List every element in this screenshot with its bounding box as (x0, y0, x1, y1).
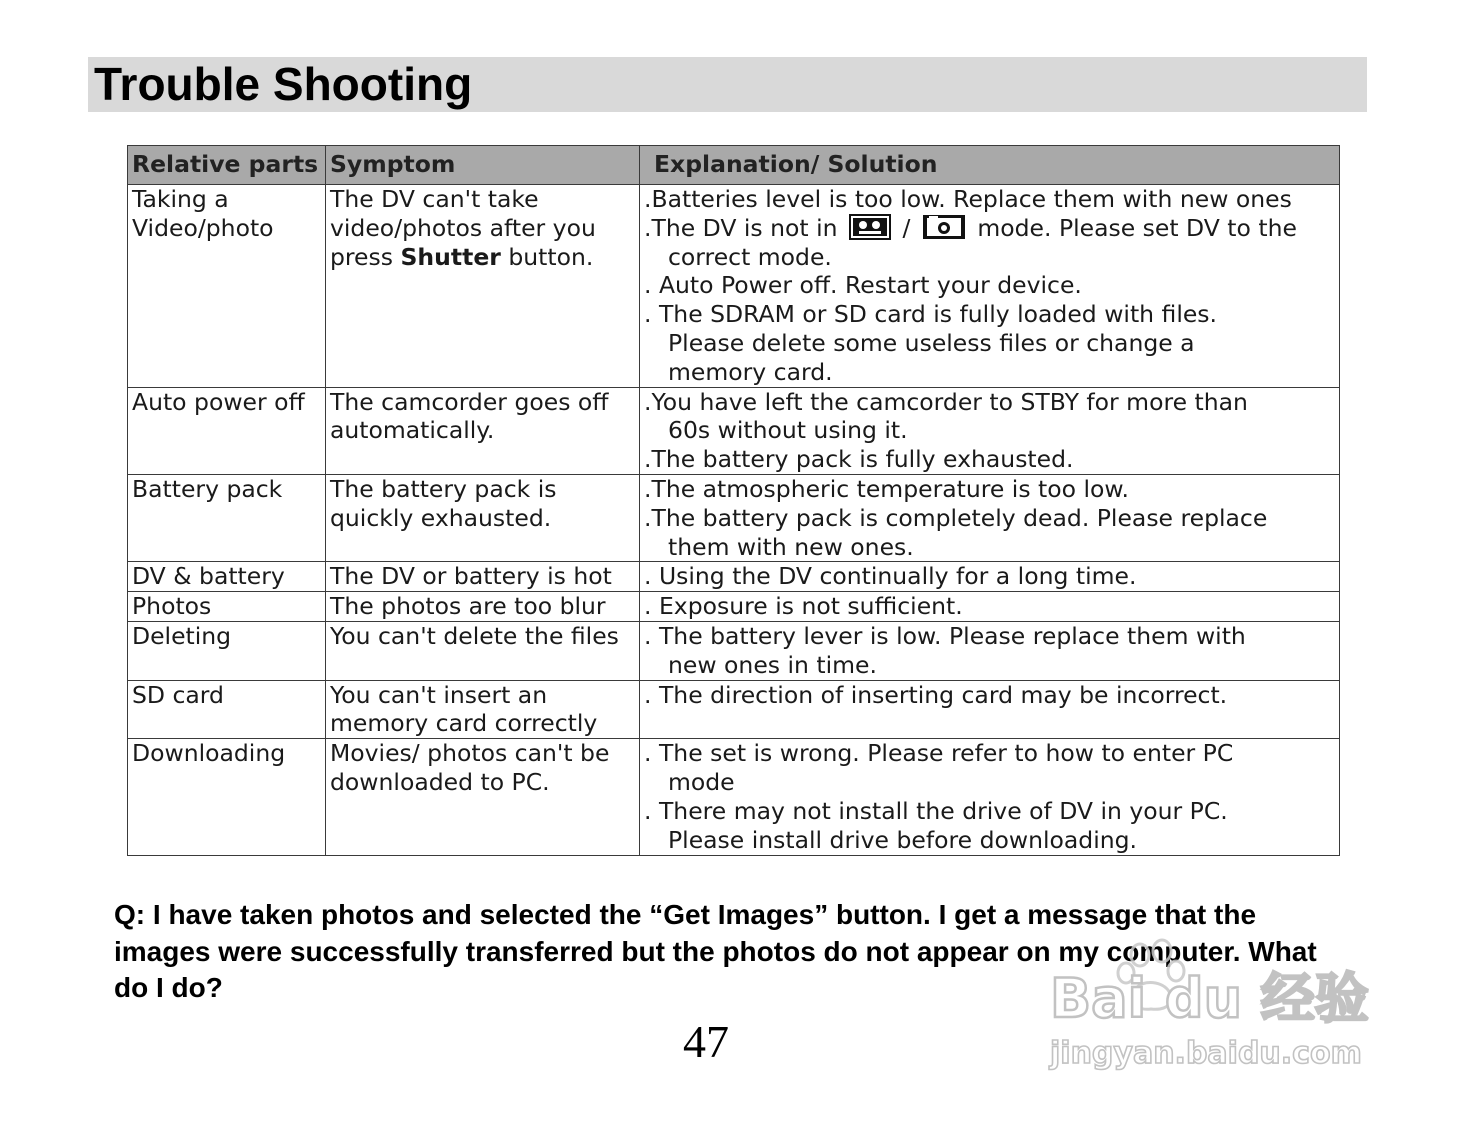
table-row (128, 739, 1340, 856)
part-cell: Photos (128, 592, 326, 622)
troubleshooting-table (127, 145, 1340, 856)
table-row (128, 592, 1340, 622)
solution-cell: .Batteries level is too low. Replace them with new ones .The DV is not in / mode. Please set DV to the correct mode. . Auto Power off. Restart your device. . The SDRAM or SD card is fully loaded with files. Please delete some useless files or change a memory card. (640, 185, 1340, 388)
page-number: 47 (683, 1016, 729, 1067)
table-row (128, 562, 1340, 592)
page-heading: Trouble Shooting (94, 58, 473, 110)
heading-bar (88, 57, 1367, 112)
symptom-cell: The camcorder goes off automatically. (326, 387, 640, 474)
table-row (128, 474, 1340, 561)
symptom-cell: Movies/ photos can't be downloaded to PC. (326, 739, 640, 856)
part-cell: Downloading (128, 739, 326, 856)
part-cell: Battery pack (128, 474, 326, 561)
solution-cell: . The battery lever is low. Please replace them with new ones in time. (640, 621, 1340, 680)
symptom-cell: You can't delete the files (326, 621, 640, 680)
solution-cell: . Using the DV continually for a long time. (640, 562, 1340, 592)
symptom-cell: The DV can't take video/photos after you press Shutter button. (326, 185, 640, 388)
table-row (128, 680, 1340, 739)
column-header-parts: Relative parts (128, 146, 326, 185)
symptom-cell: The battery pack is quickly exhausted. (326, 474, 640, 561)
part-cell: Deleting (128, 621, 326, 680)
svg-text:Bai du 经验: Bai du 经验 (1050, 967, 1369, 1030)
photo-mode-icon (922, 214, 966, 240)
column-header-symptom: Symptom (326, 146, 640, 185)
column-header-solution: Explanation/ Solution (640, 146, 1340, 185)
solution-cell: .The atmospheric temperature is too low. .The battery pack is completely dead. Please replace them with new ones. (640, 474, 1340, 561)
part-cell: Taking a Video/photo (128, 185, 326, 388)
part-cell: SD card (128, 680, 326, 739)
faq-question: Q: I have taken photos and selected the “Get Images” button. I get a message that the images were successfully transferred but the photos do not appear on my computer. What do I do? (114, 899, 1317, 1003)
svg-text:jingyan.baidu.com: jingyan.baidu.com (1050, 1036, 1362, 1071)
part-cell: Auto power off (128, 387, 326, 474)
table-row (128, 185, 1340, 388)
table-row (128, 621, 1340, 680)
solution-cell: . Exposure is not sufficient. (640, 592, 1340, 622)
table-header-row (128, 146, 1340, 185)
symptom-cell: The DV or battery is hot (326, 562, 640, 592)
solution-cell: . The set is wrong. Please refer to how to enter PC mode . There may not install the drive of DV in your PC. Please install drive before downloading. (640, 739, 1340, 856)
symptom-cell: The photos are too blur (326, 592, 640, 622)
symptom-cell: You can't insert an memory card correctly (326, 680, 640, 739)
solution-cell: .You have left the camcorder to STBY for more than 60s without using it. .The battery pack is fully exhausted. (640, 387, 1340, 474)
table-row (128, 387, 1340, 474)
solution-cell: . The direction of inserting card may be incorrect. (640, 680, 1340, 739)
video-mode-icon (849, 214, 891, 240)
part-cell: DV & battery (128, 562, 326, 592)
